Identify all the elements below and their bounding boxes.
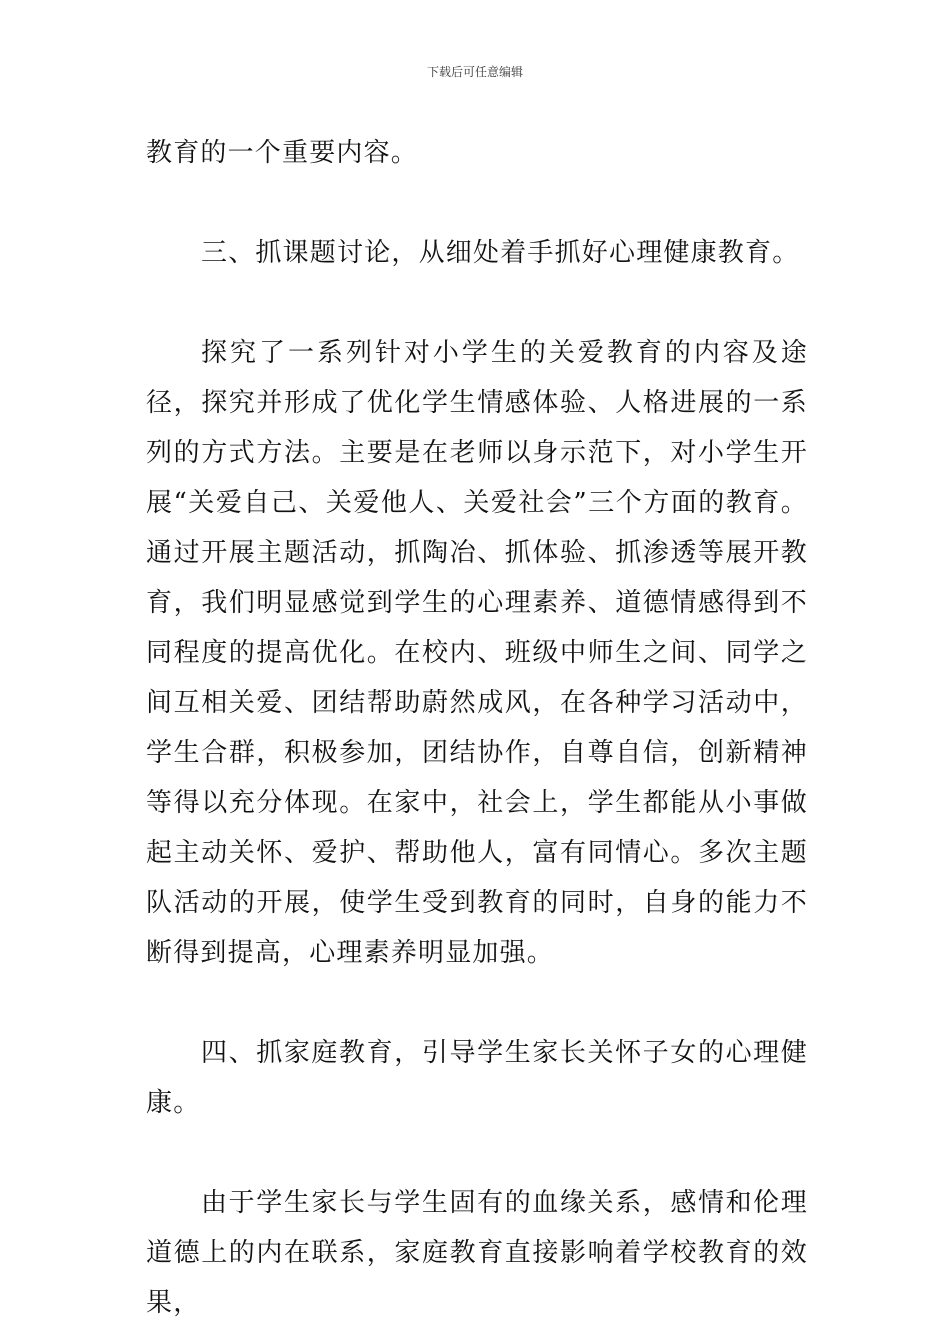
paragraph-section-three-body: 探究了一系列针对小学生的关爱教育的内容及途径，探究并形成了优化学生情感体验、人格进展的一系列的方式方法。主要是在老师以身示范下，对小学生开展“关爱自己、关爱他人、关爱社会”三个方面的教育。通过开展主题活动，抓陶冶、抓体验、抓渗透等展开教育，我们明显感觉到学生的心理素养、道德情感得到不同程度的提高优化。在校内、班级中师生之间、同学之间互相关爱、团结帮助蔚然成风，在各种学习活动中，学生合群，积极参加，团结协作，自尊自信，创新精神等得以充分体现。在家中，社会上，学生都能从小事做起主动关怀、爱护、帮助他人，富有同情心。多次主题队活动的开展，使学生受到教育的同时，自身的能力不断得到提高，心理素养明显加强。 — [146, 338, 808, 968]
section-heading-four: 四、抓家庭教育，引导学生家长关怀子女的心理健康。 — [146, 1038, 808, 1118]
page-header-note: 下载后可任意编辑 — [426, 65, 523, 79]
document-body — [146, 128, 808, 1328]
section-heading-three: 三、抓课题讨论，从细处着手抓好心理健康教育。 — [201, 238, 800, 268]
paragraph-continuation: 教育的一个重要内容。 — [146, 138, 419, 168]
paragraph-section-four-body: 由于学生家长与学生固有的血缘关系，感情和伦理道德上的内在联系，家庭教育直接影响着学校教育的效果， — [146, 1188, 808, 1318]
